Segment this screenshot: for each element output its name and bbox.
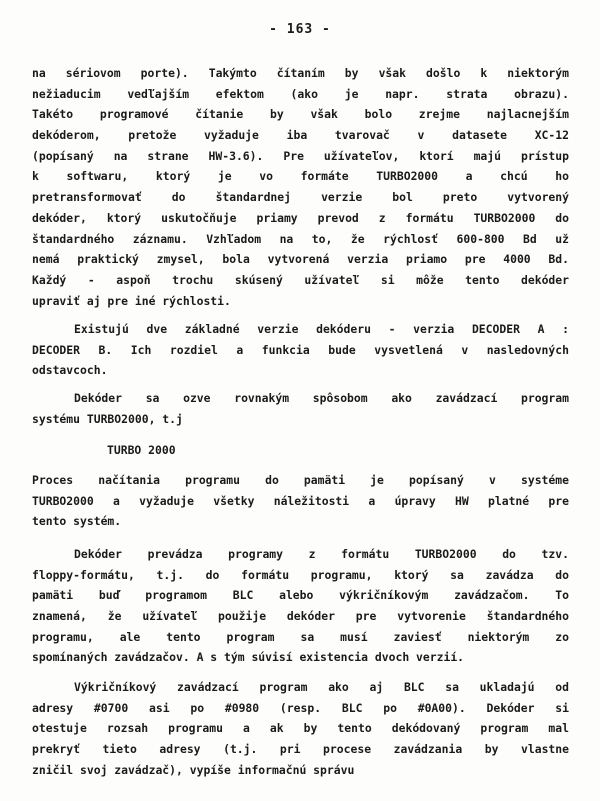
text-line: Dekóder prevádza programy z formátu TURBO2000 do tzv. [74, 547, 569, 561]
text-line: floppy-formátu, t.j. do formátu programu, ktorý sa zavádza do [32, 567, 569, 582]
text-line: pamäti buď programom BLC alebo výkričníkovým zavádzačom. To [32, 588, 569, 603]
text-line: prekryť tieto adresy (t.j. pri procese zavádzania by vlastne [32, 742, 569, 757]
text-line: systému TURBO2000, t.j [32, 411, 183, 426]
text-line: DECODER B. Ich rozdiel a funkcia bude vysvetlená v nasledovných [32, 342, 569, 357]
paragraph-6 [32, 544, 569, 668]
paragraph-2 [32, 319, 569, 381]
text-line: Každý - aspoň trochu skúsený užívateľ si môže tento dekóder [32, 272, 569, 287]
text-line: adresy #0700 asi po #0980 (resp. BLC po #0A00). Dekóder si [32, 700, 569, 715]
text-line: tento systém. [32, 514, 122, 529]
text-line: programu, ale tento program sa musí zaviesť niektorým zo [32, 629, 569, 644]
text-line: dekóder, ktorý uskutočňuje priamy prevod z formátu TURBO2000 do [32, 210, 569, 225]
text-line: zničil svoj zavádzač), vypíše informačnú správu [32, 762, 355, 777]
text-line: k softwaru, ktorý je vo formáte TURBO2000 a chcú ho [32, 169, 569, 184]
text-line: odstavcoch. [32, 363, 108, 378]
paragraph-4-heading [32, 440, 569, 461]
text-line: dekóderom, pretože vyžaduje iba tvarovač v datasete XC-12 [32, 128, 569, 143]
text-line: znamená, že užívateľ použije dekóder pre vytvorenie štandardného [32, 609, 569, 624]
page-number: - 163 - [269, 22, 331, 37]
text-line: upraviť aj pre iné rýchlosti. [32, 293, 231, 308]
text-line: Dekóder sa ozve rovnakým spôsobom ako zavádzací program [74, 391, 569, 405]
text-line: (popísaný na strane HW-3.6). Pre užívateľov, ktorí majú prístup [32, 148, 569, 163]
text-line: štandardného záznamu. Vzhľadom na to, že rýchlosť 600-800 Bd už [32, 231, 569, 246]
paragraph-1 [32, 63, 569, 311]
text-line: Výkričníkový zavádzací program ako aj BLC sa ukladajú od [74, 680, 569, 694]
text-line: spomínaných zavádzačov. A s tým súvisí existencia dvoch verzií. [32, 650, 465, 665]
text-line: Takéto programové čítanie by však bolo zrejme najlacnejším [32, 107, 569, 122]
text-line: pretransformovať do štandardnej verzie bol preto vytvorený [32, 190, 569, 205]
paragraph-5 [32, 470, 569, 532]
text-line: Proces načítania programu do pamäti je popísaný v systéme [32, 473, 569, 487]
text-line: Existujú dve základné verzie dekóderu - verzia DECODER A : [74, 322, 569, 336]
paragraph-7 [32, 677, 569, 780]
text-line: TURBO2000 a vyžaduje všetky náležitosti a úpravy HW platné pre [32, 493, 569, 508]
text-line: na sériovom porte). Takýmto čítaním by však došlo k niektorým [32, 66, 569, 80]
paragraph-3 [32, 388, 569, 429]
text-line: TURBO 2000 [107, 443, 176, 457]
text-line: nemá praktický zmysel, bola vytvorená verzia priamo pre 4000 Bd. [32, 252, 569, 267]
text-line: otestuje rozsah programu a ak by tento dekódovaný program mal [32, 721, 569, 736]
text-line: nežiaducim vedľajším efektom (ako je napr. strata obrazu). [32, 86, 569, 101]
